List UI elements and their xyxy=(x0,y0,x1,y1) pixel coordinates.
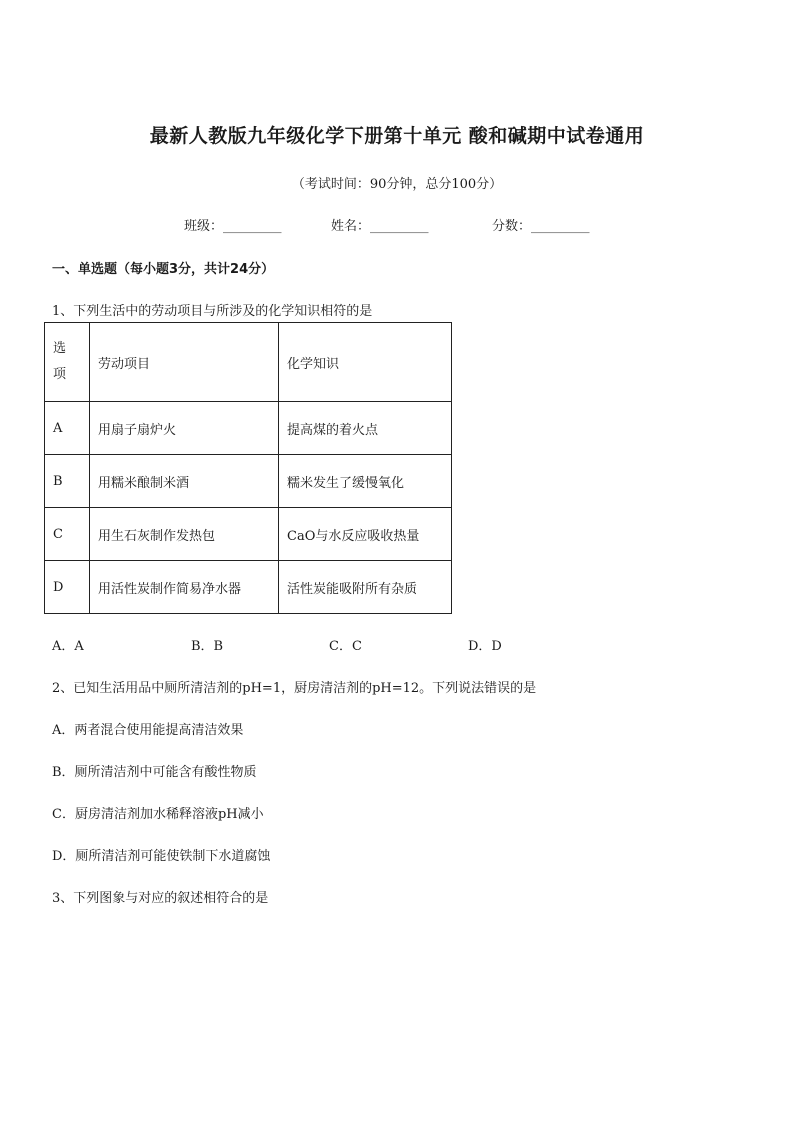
table-header-row xyxy=(45,323,452,402)
table-cell: A xyxy=(45,402,90,455)
table-cell: C xyxy=(45,508,90,561)
table-cell: 用生石灰制作发热包 xyxy=(90,508,279,561)
score-field: 分数：_________ xyxy=(492,219,590,234)
question-1-stem: 1、下列生活中的劳动项目与所涉及的化学知识相符的是 xyxy=(52,304,373,319)
table-row xyxy=(45,508,452,561)
table-row xyxy=(45,455,452,508)
table-cell: 糯米发生了缓慢氧化 xyxy=(279,455,452,508)
table-row xyxy=(45,402,452,455)
question-1-option-c: C．C xyxy=(329,639,362,654)
table-cell: CaO与水反应吸收热量 xyxy=(279,508,452,561)
table-cell: 提高煤的着火点 xyxy=(279,402,452,455)
table-cell: B xyxy=(45,455,90,508)
table-cell: 用糯米酿制米酒 xyxy=(90,455,279,508)
table-header-cell: 化学知识 xyxy=(279,323,452,402)
table-cell: 活性炭能吸附所有杂质 xyxy=(279,561,452,614)
name-field: 姓名：_________ xyxy=(331,219,429,234)
question-2-choice-c: C．厨房清洁剂加水稀释溶液pH减小 xyxy=(52,807,264,822)
section-heading: 一、单选题（每小题3分，共计24分） xyxy=(52,262,275,277)
question-1-table xyxy=(44,322,452,614)
question-2-choice-a: A．两者混合使用能提高清洁效果 xyxy=(52,723,244,738)
table-cell: 用扇子扇炉火 xyxy=(90,402,279,455)
question-2-choice-b: B．厕所清洁剂中可能含有酸性物质 xyxy=(52,765,257,780)
table-cell: D xyxy=(45,561,90,614)
table-header-cell: 选项 xyxy=(45,323,90,402)
question-2-stem: 2、已知生活用品中厕所清洁剂的pH=1，厨房清洁剂的pH=12。下列说法错误的是 xyxy=(52,681,537,696)
question-3-stem: 3、下列图象与对应的叙述相符合的是 xyxy=(52,891,269,906)
question-1-option-b: B．B xyxy=(191,639,224,654)
table-cell: 用活性炭制作简易净水器 xyxy=(90,561,279,614)
exam-time-note: （考试时间：90分钟，总分100分） xyxy=(291,177,503,192)
class-field: 班级：_________ xyxy=(184,219,282,234)
table-header-cell: 劳动项目 xyxy=(90,323,279,402)
question-1-option-d: D．D xyxy=(468,639,502,654)
table-row xyxy=(45,561,452,614)
question-2-choice-d: D．厕所清洁剂可能使铁制下水道腐蚀 xyxy=(52,849,271,864)
question-1-option-a: A．A xyxy=(52,639,84,654)
exam-title: 最新人教版九年级化学下册第十单元 酸和碱期中试卷通用 xyxy=(149,125,645,147)
